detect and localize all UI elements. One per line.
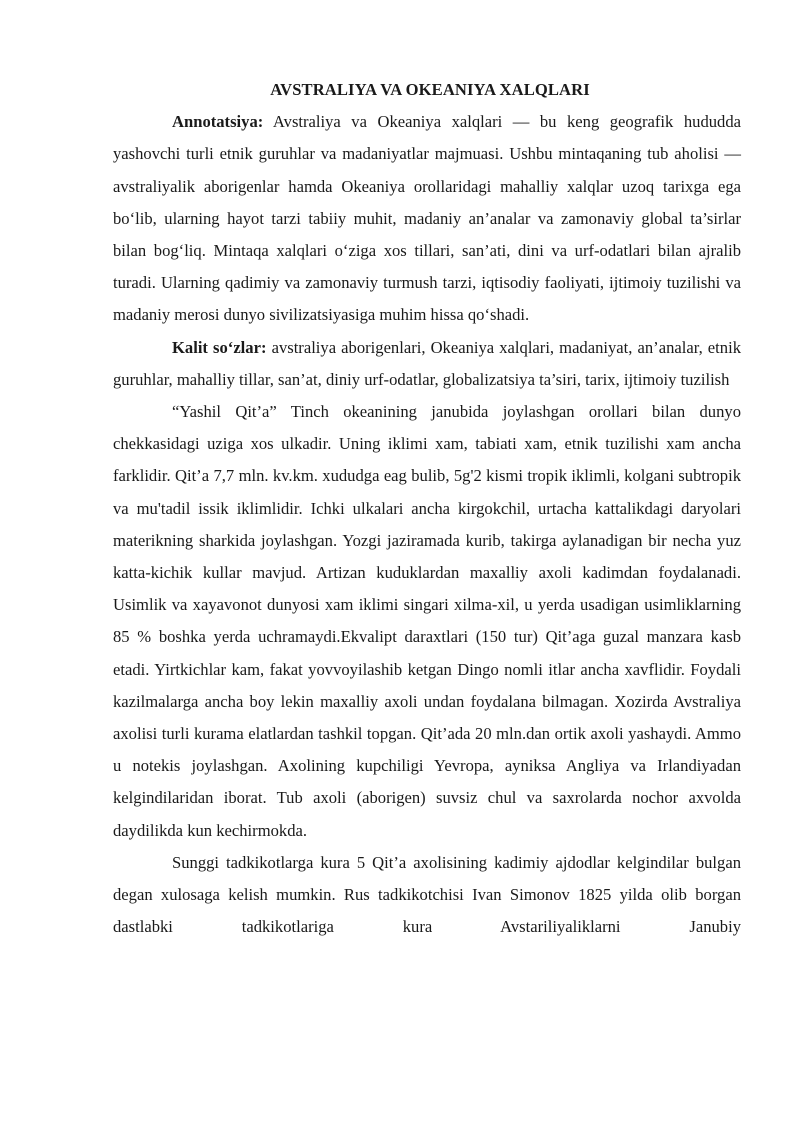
body-paragraph-1: “Yashil Qit’a” Tinch okeanining janubida joylashgan orollari bilan dunyo chekkasidagi uziga xos ulkadir. Uning iklimi xam, tabiati xam, etnik tuzilishi xam ancha farklidir. Qit’a 7,7 mln. kv.km. xududga eag bulib, 5g'2 kismi tropik iklimli, kolgani subtropik va mu'tadil issik iklimlidir. Ichki ulkalari ancha kirgokchil, urtacha kattalikdagi daryolari materikning sharkida joylashgan. Yozgi jaziramada kurib, takirga aylanadigan bir necha yuz katta-kichik kullar mavjud. Artizan kuduklardan maxalliy axoli kadimdan foydalanadi. Usimlik va xayavonot dunyosi xam iklimi singari xilma-xil, u yerda usadigan usimliklarning 85 % boshka yerda uchramaydi.Ekvalipt daraxtlari (150 tur) Qit’aga guzal manzara kasb etadi. Yirtkichlar kam, fakat yovvoyilashib ketgan Dingo nomli itlar ancha xavflidir. Foydali kazilmalarga ancha boy lekin maxalliy axoli undan foydalana bilmagan. Xozirda Avstraliya axolisi turli kurama elatlardan tashkil topgan. Qit’ada 20 mln.dan ortik axoli yashaydi. Ammo u notekis joylashgan. Axolining kupchiligi Yevropa, ayniksa Angliya va Irlandiyadan kelgindilaridan iborat. Tub axoli (aborigen) suvsiz chul va saxrolarda nochor axvolda daydilikda kun kechirmokda. <box>113 402 741 840</box>
keywords-paragraph <box>113 332 741 396</box>
body-paragraph-2: Sunggi tadkikotlarga kura 5 Qit’a axolisining kadimiy ajdodlar kelgindilar bulgan degan xulosaga kelish mumkin. Rus tadkikotchisi Ivan Simonov 1825 yilda olib borgan dastlabki tadkikotlariga kura Avstariliyaliklarni Janubiy <box>113 852 741 937</box>
annotation-label: Annotatsiya: <box>172 112 264 132</box>
document-title: AVSTRALIYA VA OKEANIYA XALQLARI <box>270 80 590 99</box>
keywords-text: avstraliya aborigenlari, Okeaniya xalqlari, madaniyat, an’analar, etnik guruhlar, mahalliy tillar, san’at, diniy urf-odatlar, globalizatsiya ta’siri, tarix, ijtimoiy tuzilish <box>113 337 741 389</box>
keywords-label: Kalit so‘zlar: <box>172 337 267 357</box>
annotation-paragraph <box>113 106 741 331</box>
document-page <box>113 74 741 943</box>
annotation-text: Avstraliya va Okeaniya xalqlari — bu keng geografik hududda yashovchi turli etnik guruhlar va madaniyatlar majmuasi. Ushbu mintaqaning tub aholisi — avstraliyalik aborigenlar hamda Okeaniya orollaridagi mahalliy xalqlar uzoq tarixga ega bo‘lib, ularning hayot tarzi tabiiy muhit, madaniy an’analar va zamonaviy global ta’sirlar bilan bog‘liq. Mintaqa xalqlari o‘ziga xos tillari, san’ati, dini va urf-odatlari bilan ajralib turadi. Ularning qadimiy va zamonaviy turmush tarzi, iqtisodiy faoliyati, ijtimoiy tuzilishi va madaniy merosi dunyo sivilizatsiyasiga muhim hissa qo‘shadi. <box>113 112 742 325</box>
